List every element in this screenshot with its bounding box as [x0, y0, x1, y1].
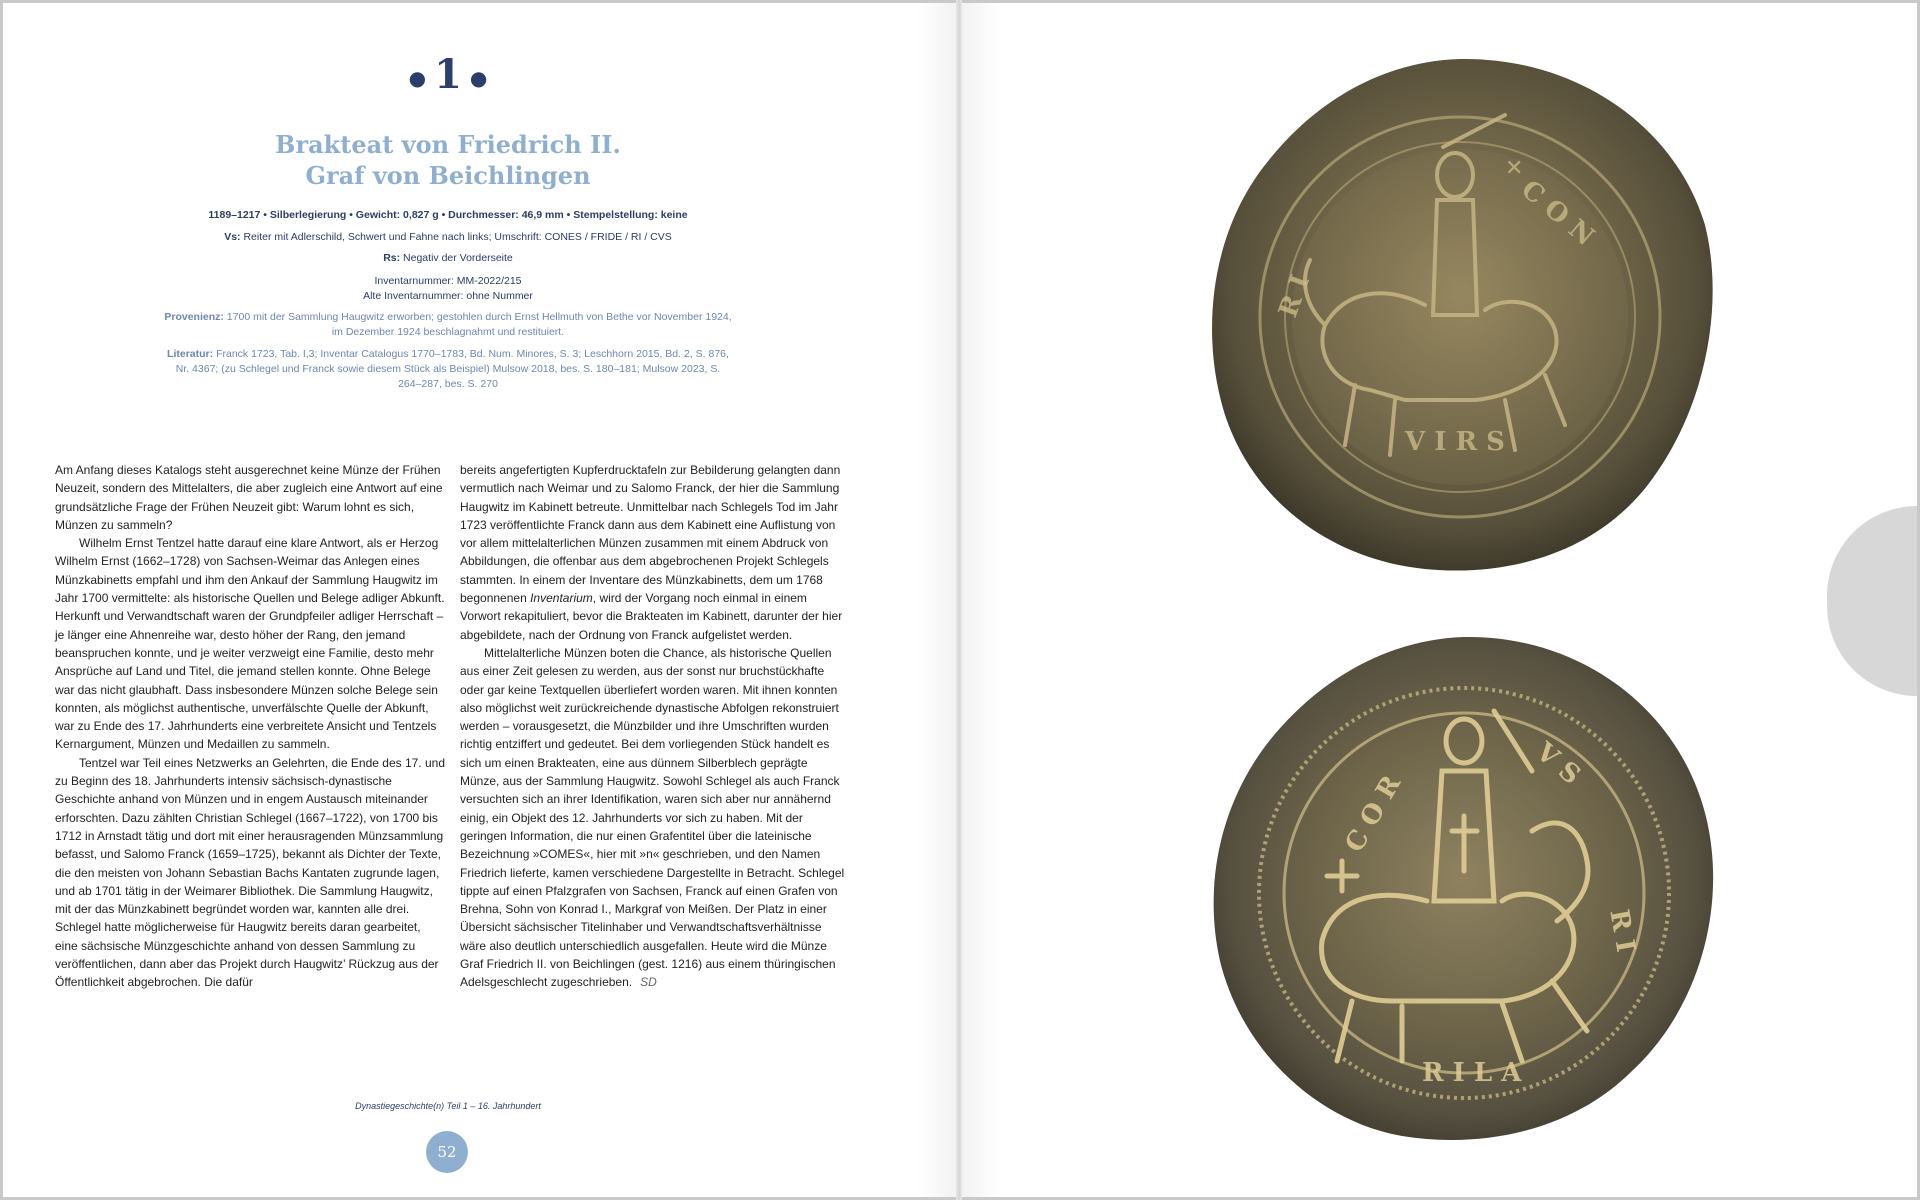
right-page [962, 3, 1917, 1197]
literature-text: Franck 1723, Tab. I,3; Inventar Catalogus 1770–1783, Bd. Num. Minores, S. 3; Leschhorn 2015, Bd. 2, S. 876, Nr. 4367; (zu Schlegel und Franck sowie diesem Stück als Beispiel) Mulsow 2018, bes. S. 180–181; Mulsow 2023, S. 264–287, bes. S. 270 [175, 348, 729, 390]
inventory-number: Inventarnummer: MM-2022/215 [374, 275, 522, 287]
body-paragraph: Tentzel war Teil eines Netzwerks an Gelehrten, die Ende des 17. und zu Beginn des 18. Jahrhunderts intensiv sächsisch-dynastische Geschichte anhand von Münzen und in engem Austausch miteinander erforschten. Dazu zählten Christian Schlegel (1667–1722), von 1700 bis 1712 in Arnstadt tätig und dort mit einer herausragenden Münzsammlung befasst, und Salomo Franck (1659–1725), bekannt als Dichter der Texte, die den meisten von Johann Sebastian Bachs Kantaten zugrunde lagen, und ab 1701 tätig in der Weimarer Bibliothek. Die Sammlung Haugwitz, mit der das Münzkabinett begründet worden war, kannten alle drei. Schlegel hatte möglicherweise für Haugwitz bereits daran gearbeitet, eine sächsische Münzgeschichte anhand von dessen Sammlung zu veröffentlichen, dann aber das Projekt durch Haugwitz’ Rückzug aus der Öffentlichkeit abgebrochen. Die dafür [55, 755, 445, 990]
reverse-text: Negativ der Vorderseite [403, 252, 513, 264]
literature [163, 347, 733, 392]
entry-title-line1: Brakteat von Friedrich II. [275, 130, 621, 159]
running-footer: Dynastiegeschichte(n) Teil 1 – 16. Jahrhundert [355, 1101, 541, 1111]
obverse-description [163, 231, 733, 243]
reverse-description [163, 252, 733, 264]
provenance-label: Provenienz: [164, 311, 224, 323]
coin-obverse-image [1205, 55, 1715, 575]
inventory-number-old: Alte Inventarnummer: ohne Nummer [363, 290, 533, 302]
catalog-number [3, 51, 893, 98]
dot-left-icon: ● [408, 66, 427, 90]
section-tab-marker [1827, 506, 1917, 696]
gutter-shadow [962, 3, 1002, 1197]
catalog-number-value: 1 [434, 51, 462, 98]
body-paragraph: Wilhelm Ernst Tentzel hatte darauf eine klare Antwort, als er Herzog Wilhelm Ernst (1662–1728) von Sachsen-Weimar das Anlegen eines Münzkabinetts empfahl und ihm den Ankauf der Sammlung Haugwitz im Jahr 1700 vermittelte: als historische Quellen und Belege adliger Abkunft. Herkunft und Verwandtschaft waren der Grundpfeiler adliger Herrschaft – je länger eine Ahnenreihe war, desto höher der Rang, den jemand beanspruchen konnte, und je weiter verzweigt eine Familie, desto mehr Ansprüche auf Land und Titel, die jemand stellen konnte. Ohne Belege war das nicht glaubhaft. Dass insbesondere Münzen solche Belege sein konnten, als möglichst authentische, unverfälschte Quelle der Abkunft, war zu Ende des 17. Jahrhunderts eine verbreitete Ansicht und Tentzels Kernargument, Münzen und Medaillen zu sammeln. [55, 536, 445, 752]
svg-text:C O N: C O N [1515, 174, 1600, 253]
obverse-text: Reiter mit Adlerschild, Schwert und Fahne nach links; Umschrift: CONES / FRIDE / RI / CVS [243, 231, 672, 243]
body-column-left [55, 461, 445, 992]
dot-right-icon: ● [469, 66, 488, 90]
inventarium-term: Inventarium [530, 591, 593, 606]
gutter-shadow [916, 3, 956, 1197]
entry-title-line2: Graf von Beichlingen [305, 161, 591, 190]
svg-text:R I L A: R I L A [1422, 1058, 1522, 1088]
entry-title [3, 129, 893, 191]
reverse-label: Rs: [383, 252, 401, 264]
svg-text:✕: ✕ [1505, 155, 1524, 180]
body-paragraph: Am Anfang dieses Katalogs steht ausgerechnet keine Münze der Frühen Neuzeit, sondern des Mittelalters, die aber zugleich eine Antwort auf eine grundsätzliche Frage der Frühen Neuzeit gibt: Warum lohnt es sich, Münzen zu sammeln? [55, 463, 443, 532]
coin-specs: 1189–1217 • Silberlegierung • Gewicht: 0,827 g • Durchmesser: 46,9 mm • Stempelstellung: keine [208, 209, 688, 221]
body-column-right [460, 461, 850, 992]
literature-label: Literatur: [167, 348, 214, 360]
svg-text:R I: R I [1603, 907, 1641, 955]
svg-text:V S: V S [1529, 736, 1586, 791]
body-paragraph [460, 644, 850, 992]
left-page [3, 3, 956, 1197]
provenance-text: 1700 mit der Sammlung Haugwitz erworben; gestohlen durch Ernst Hellmuth von Bethe vor November 1924, im Dezember 1924 beschlagnahmt und restituiert. [226, 311, 732, 338]
coin-reverse-image [1202, 631, 1722, 1151]
svg-text:V I R S: V I R S [1405, 427, 1505, 457]
provenance [163, 310, 733, 340]
body-paragraph [460, 461, 850, 644]
svg-text:R I: R I [1273, 270, 1317, 322]
body-text-run: , wird der Vorgang noch einmal in einem Vorwort rekapituliert, bevor die Brakteaten im Kabinett, darunter der hier abgebildete, nach der Ordnung von Franck aufgelistet werden. [460, 591, 843, 642]
page-number: 52 [426, 1131, 468, 1173]
body-text-run: Mittelalterliche Münzen boten die Chance, als historische Quellen aus einer Zeit gelesen zu werden, aus der sonst nur bruchstückhafte oder gar keine Textquellen überliefert worden waren. Mit ihnen konnten also möglichst weit zurückreichende dynastische Abfolgen rekonstruiert werden – vorausgesetzt, die Münzbilder und ihre Umschriften wurden richtig entziffert und gedeutet. Bei dem vorliegenden Stück handelt es sich um einen Brakteaten, eine aus dünnem Silberblech geprägte Münze, aus der Sammlung Haugwitz. Sowohl Schlegel als auch Franck versuchten sich an ihrer Identifikation, waren sich aber nur annähernd einig, ein Objekt des 12. Jahrhunderts vor sich zu haben. Mit der geringen Information, die nur einen Grafentitel über die lateinische Bezeichnung »COMES«, hier mit »n« geschrieben, und den Namen Friedrich lieferte, kamen verschiedene Dargestellte in Betracht. Schlegel tippte auf einen Pfalzgrafen von Sachsen, Franck auf einen Grafen von Brehna, Sohn von Konrad I., Markgraf von Meißen. Der Platz in einer Übersicht sächsischer Titelinhaber und Verwandtschaftsverhältnisse wäre also deutlich unterschiedlich ausgefallen. Heute wird die Münze Graf Friedrich II. von Beichlingen (gest. 1216) aus einem thüringischen Adelsgeschlecht zugeschrieben. [460, 645, 845, 990]
obverse-label: Vs: [224, 231, 241, 243]
svg-text:C O R: C O R [1339, 770, 1408, 858]
inventory-numbers [163, 274, 733, 304]
body-text-run: bereits angefertigten Kupferdrucktafeln zur Bebilderung gelangten dann vermutlich nach Weimar und zu Salomo Franck, der hier die Sammlung Haugwitz im Kabinett betreute. Unmittelbar nach Schlegels Tod im Jahr 1723 veröffentlichte Franck dann aus dem Kabinett eine Auflistung von vor allem mittelalterlichen Münzen zusammen mit einem Abdruck von Abbildungen, die offenbar aus dem abgebrochenen Projekt Schlegels stammten. In einem der Inventare des Münzkabinetts, dem um 1768 begonnenen [460, 463, 841, 606]
author-initials: SD [640, 975, 657, 990]
